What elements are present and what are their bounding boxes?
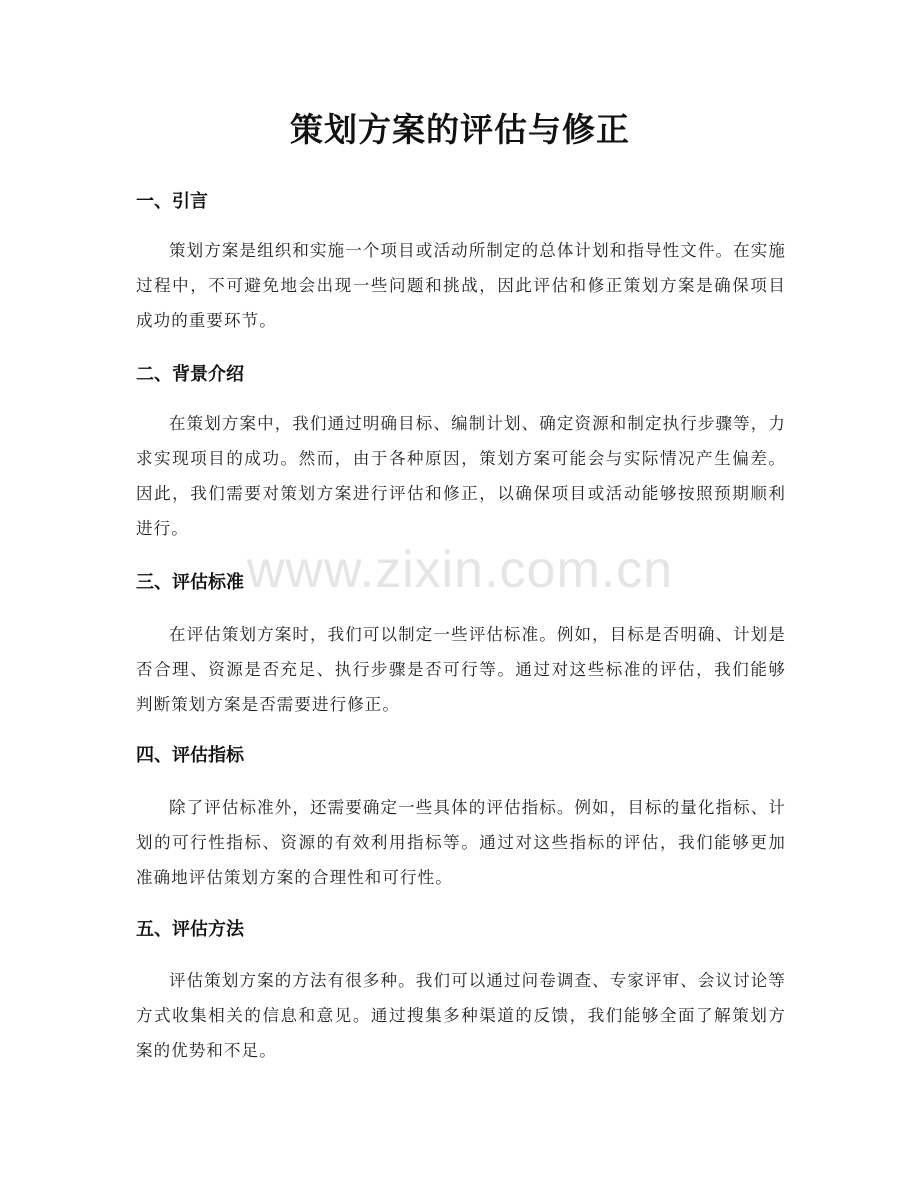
section-heading-indicators: 四、评估指标 [136,745,244,766]
section-body-methods: 评估策划方案的方法有很多种。我们可以通过问卷调查、专家评审、会议讨论等方式收集相关的信息和意见。通过搜集多种渠道的反馈，我们能够全面了解策划方案的优势和不足。 [136,971,786,1060]
section-heading-background: 二、背景介绍 [136,364,244,385]
document-title: 策划方案的评估与修正 [290,110,630,149]
section-heading-criteria: 三、评估标准 [136,572,244,593]
section-body-introduction: 策划方案是组织和实施一个项目或活动所制定的总体计划和指导性文件。在实施过程中，不可避免地会出现一些问题和挑战，因此评估和修正策划方案是确保项目成功的重要环节。 [136,241,786,330]
section-body-indicators: 除了评估标准外，还需要确定一些具体的评估指标。例如，目标的量化指标、计划的可行性指标、资源的有效利用指标等。通过对这些指标的评估，我们能够更加准确地评估策划方案的合理性和可行性。 [136,798,786,887]
section-body-background: 在策划方案中，我们通过明确目标、编制计划、确定资源和制定执行步骤等，力求实现项目的成功。然而，由于各种原因，策划方案可能会与实际情况产生偏差。因此，我们需要对策划方案进行评估和修正，以确保项目或活动能够按照预期顺利进行。 [136,414,786,538]
watermark: www.zixin.com.cn [246,541,674,599]
section-body-criteria: 在评估策划方案时，我们可以制定一些评估标准。例如，目标是否明确、计划是否合理、资源是否充足、执行步骤是否可行等。通过对这些标准的评估，我们能够判断策划方案是否需要进行修正。 [136,625,786,714]
section-heading-methods: 五、评估方法 [136,919,244,940]
section-heading-introduction: 一、引言 [136,191,208,212]
